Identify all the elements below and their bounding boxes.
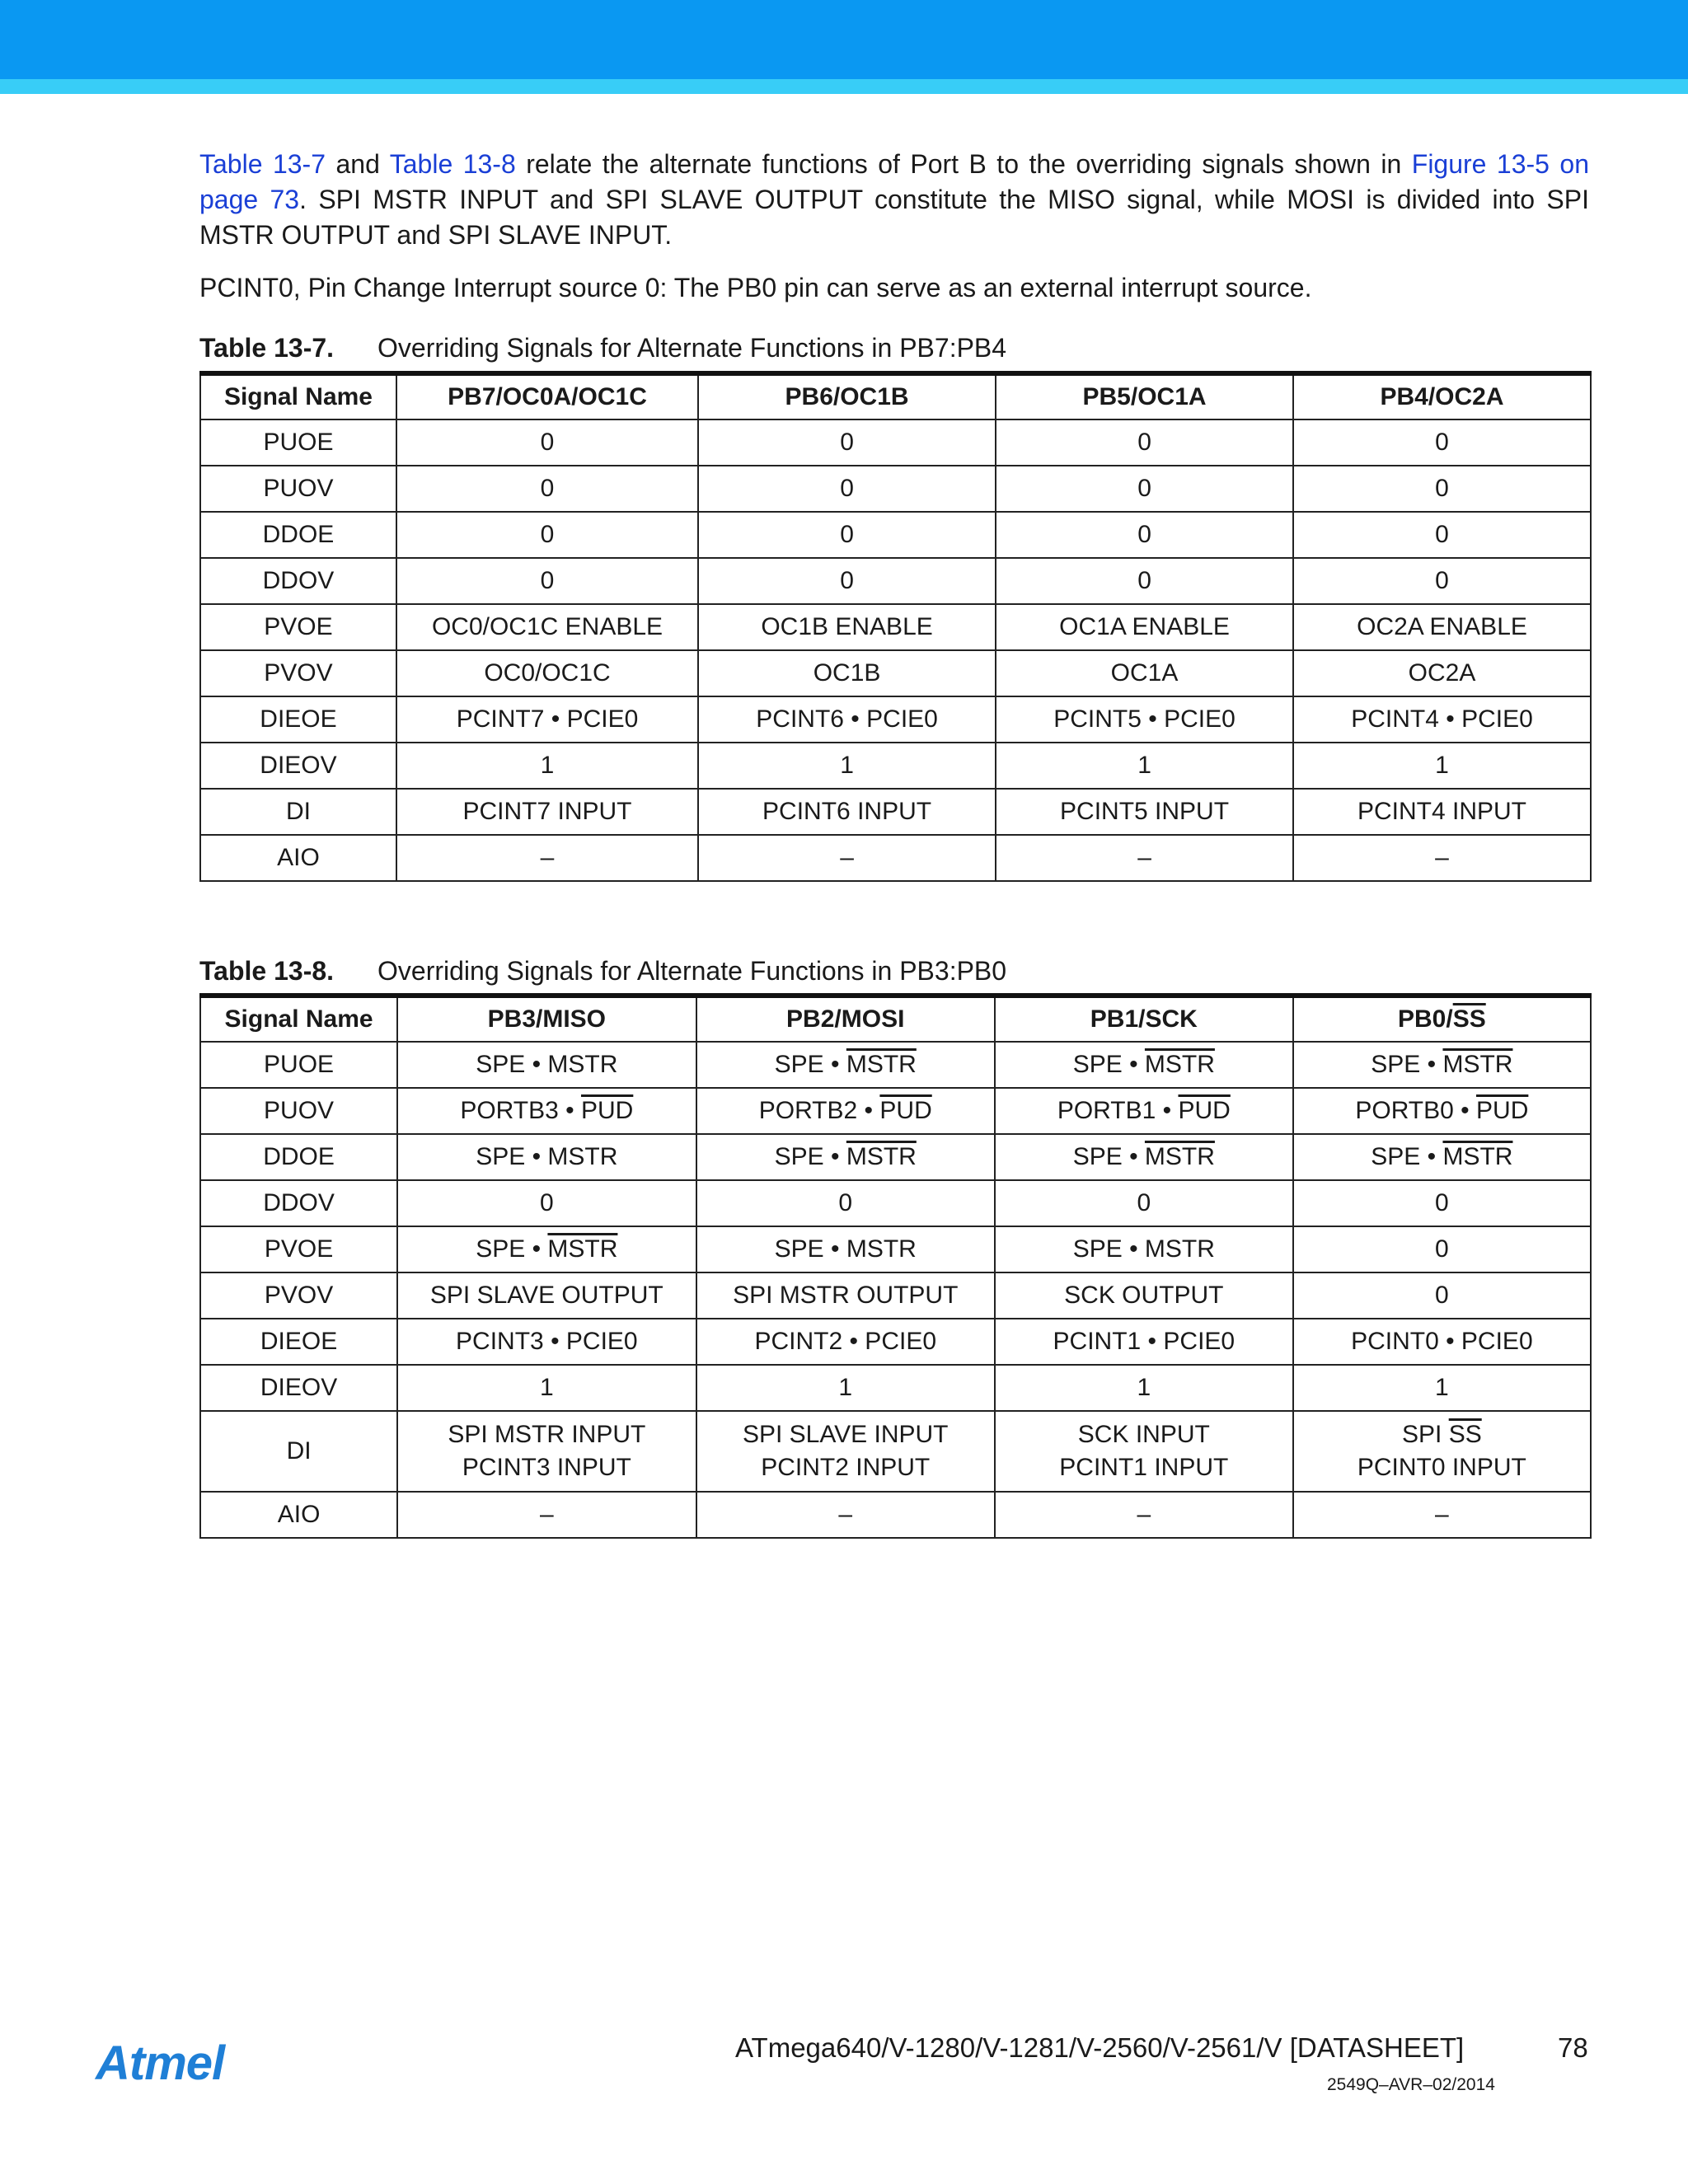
- table-cell: 1: [397, 1365, 696, 1411]
- table-cell: 1: [698, 743, 996, 789]
- page-number: 78: [1558, 2032, 1588, 2063]
- table-cell: PORTB1 • $\overline{PUD}$: [995, 1088, 1293, 1134]
- header-cell: PB3/MISO: [397, 996, 696, 1042]
- table-header-row: [200, 373, 1591, 419]
- table-cell: SPE • MSTR: [1293, 1042, 1591, 1088]
- table-row: [200, 466, 1591, 512]
- table-13-8-link[interactable]: Table 13-8: [389, 149, 516, 179]
- table-cell: –: [1293, 1492, 1591, 1538]
- table-row: [200, 1088, 1591, 1134]
- table-row: [200, 1042, 1591, 1088]
- table-13-7-link[interactable]: Table 13-7: [199, 149, 326, 179]
- table-row: [200, 512, 1591, 558]
- table-cell: OC2A: [1293, 650, 1591, 696]
- table-cell: SCK INPUT PCINT1 INPUT: [995, 1411, 1293, 1492]
- table-cell: PCINT4 INPUT: [1293, 789, 1591, 835]
- table-cell: PCINT4 • PCIE0: [1293, 696, 1591, 743]
- table-cell: 0: [698, 419, 996, 466]
- table-cell: 1: [1293, 1365, 1591, 1411]
- table-13-8-caption: Table 13-8. Overriding Signals for Alternate Functions in PB3:PB0: [199, 956, 1007, 986]
- table-cell: 0: [1293, 1180, 1591, 1226]
- table-cell: SPE • MSTR: [995, 1226, 1293, 1272]
- table-cell: OC1B ENABLE: [698, 604, 996, 650]
- table-row: [200, 696, 1591, 743]
- signal-name-cell: DI: [200, 1411, 397, 1492]
- table-cell: 0: [698, 558, 996, 604]
- header-cell: PB1/SCK: [995, 996, 1293, 1042]
- table-cell: 0: [996, 466, 1293, 512]
- table-cell: PCINT0 • PCIE0: [1293, 1319, 1591, 1365]
- signal-name-cell: PVOE: [200, 1226, 397, 1272]
- figure-13-5-link[interactable]: Figure 13-5 on page 73: [199, 149, 1590, 214]
- table-cell: 1: [996, 743, 1293, 789]
- header-cell: Signal Name: [200, 996, 397, 1042]
- table-cell: PCINT6 INPUT: [698, 789, 996, 835]
- signal-name-cell: DIEOE: [200, 696, 396, 743]
- table-header-row: [200, 996, 1591, 1042]
- signal-name-cell: PVOE: [200, 604, 396, 650]
- table-cell: SPE • MSTR: [397, 1042, 696, 1088]
- table-cell: PCINT7 INPUT: [396, 789, 698, 835]
- table-cell: –: [698, 835, 996, 881]
- table-cell: 0: [996, 512, 1293, 558]
- signal-name-cell: PVOV: [200, 650, 396, 696]
- table-row: [200, 604, 1591, 650]
- table-cell: 0: [696, 1180, 995, 1226]
- signal-name-cell: PUOV: [200, 1088, 397, 1134]
- table-cell: –: [696, 1492, 995, 1538]
- table-cell: 0: [996, 558, 1293, 604]
- signal-name-cell: DI: [200, 789, 396, 835]
- table-cell: SPI MSTR OUTPUT: [696, 1272, 995, 1319]
- table-cell: SPI MSTR INPUT PCINT3 INPUT: [397, 1411, 696, 1492]
- header-cell: PB2/MOSI: [696, 996, 995, 1042]
- table-row: [200, 1180, 1591, 1226]
- table-cell: SPE • MSTR: [995, 1042, 1293, 1088]
- table-row: [200, 1365, 1591, 1411]
- footer-title: ATmega640/V-1280/V-1281/V-2560/V-2561/V [DATASHEET]: [735, 2032, 1465, 2063]
- table-cell: OC1B: [698, 650, 996, 696]
- signal-name-cell: DDOV: [200, 558, 396, 604]
- table-cell: OC0/OC1C: [396, 650, 698, 696]
- table-cell: SPI $\overline{SS}$ PCINT0 INPUT: [1293, 1411, 1591, 1492]
- table-row: [200, 789, 1591, 835]
- table-13-8: [199, 993, 1592, 1539]
- table-cell: OC2A ENABLE: [1293, 604, 1591, 650]
- table-row: [200, 1226, 1591, 1272]
- table-cell: –: [995, 1492, 1293, 1538]
- table-cell: 0: [397, 1180, 696, 1226]
- table-cell: 0: [396, 466, 698, 512]
- table-cell: –: [397, 1492, 696, 1538]
- header-cell: Signal Name: [200, 373, 396, 419]
- table-row: [200, 835, 1591, 881]
- table-cell: SPI SLAVE INPUT PCINT2 INPUT: [696, 1411, 995, 1492]
- header-cell: $PB0/\overline{SS}$: [1293, 996, 1591, 1042]
- table-cell: SPE • MSTR: [397, 1226, 696, 1272]
- signal-name-cell: PUOE: [200, 419, 396, 466]
- table-cell: SPE • MSTR: [995, 1134, 1293, 1180]
- signal-name-cell: AIO: [200, 1492, 397, 1538]
- signal-name-cell: AIO: [200, 835, 396, 881]
- table-row: [200, 419, 1591, 466]
- table-cell: OC1A: [996, 650, 1293, 696]
- table-cell: OC0/OC1C ENABLE: [396, 604, 698, 650]
- table-cell: 0: [995, 1180, 1293, 1226]
- table-row: [200, 1272, 1591, 1319]
- table-row: [200, 743, 1591, 789]
- table-cell: 1: [396, 743, 698, 789]
- table-cell: 0: [1293, 1272, 1591, 1319]
- table-cell: SPI SLAVE OUTPUT: [397, 1272, 696, 1319]
- signal-name-cell: DIEOV: [200, 1365, 397, 1411]
- table-cell: –: [996, 835, 1293, 881]
- pcint-note: PCINT0, Pin Change Interrupt source 0: The PB0 pin can serve as an external interrupt source.: [199, 273, 1312, 302]
- signal-name-cell: PVOV: [200, 1272, 397, 1319]
- signal-name-cell: PUOE: [200, 1042, 397, 1088]
- atmel-logo: Atmel: [96, 2036, 225, 2090]
- table-cell: 0: [1293, 1226, 1591, 1272]
- table-cell: 1: [1293, 743, 1591, 789]
- table-cell: PCINT7 • PCIE0: [396, 696, 698, 743]
- table-cell: SPE • MSTR: [696, 1134, 995, 1180]
- signal-name-cell: DIEOV: [200, 743, 396, 789]
- table-cell: PCINT5 INPUT: [996, 789, 1293, 835]
- table-cell: 0: [996, 419, 1293, 466]
- table-13-7-caption: Table 13-7. Overriding Signals for Alternate Functions in PB7:PB4: [199, 333, 1007, 363]
- table-cell: 0: [396, 558, 698, 604]
- header-band: [0, 0, 1688, 79]
- table-cell: SPE • MSTR: [696, 1226, 995, 1272]
- table-row: [200, 558, 1591, 604]
- table-cell: 0: [1293, 466, 1591, 512]
- header-cell: PB7/OC0A/OC1C: [396, 373, 698, 419]
- table-cell: PCINT3 • PCIE0: [397, 1319, 696, 1365]
- table-cell: PCINT1 • PCIE0: [995, 1319, 1293, 1365]
- table-row: [200, 1319, 1591, 1365]
- table-cell: –: [1293, 835, 1591, 881]
- table-row: [200, 1134, 1591, 1180]
- table-cell: SPE • MSTR: [1293, 1134, 1591, 1180]
- table-cell: 0: [1293, 558, 1591, 604]
- table-row: [200, 1492, 1591, 1538]
- table-cell: SPE • MSTR: [696, 1042, 995, 1088]
- signal-name-cell: DDOV: [200, 1180, 397, 1226]
- table-row: [200, 1411, 1591, 1492]
- table-cell: –: [396, 835, 698, 881]
- table-cell: PCINT2 • PCIE0: [696, 1319, 995, 1365]
- table-13-7: [199, 371, 1592, 882]
- table-cell: 0: [396, 419, 698, 466]
- header-cell: PB6/OC1B: [698, 373, 996, 419]
- table-cell: SPE • MSTR: [397, 1134, 696, 1180]
- table-cell: 0: [396, 512, 698, 558]
- table-row: [200, 650, 1591, 696]
- table-cell: 0: [1293, 419, 1591, 466]
- header-stripe: [0, 79, 1688, 94]
- table-cell: OC1A ENABLE: [996, 604, 1293, 650]
- table-cell: 0: [1293, 512, 1591, 558]
- table-cell: 0: [698, 512, 996, 558]
- signal-name-cell: DDOE: [200, 512, 396, 558]
- table-cell: 0: [698, 466, 996, 512]
- signal-name-cell: DIEOE: [200, 1319, 397, 1365]
- table-cell: PCINT5 • PCIE0: [996, 696, 1293, 743]
- intro-paragraph: Table 13-7 and Table 13-8 relate the alternate functions of Port B to the overriding signals shown in Figure 13-5 on page 73. SPI MSTR INPUT and SPI SLAVE OUTPUT constitute the MISO signal, while MOSI is divided into SPI MSTR OUTPUT and SPI SLAVE INPUT.: [199, 149, 1590, 250]
- table-cell: 1: [995, 1365, 1293, 1411]
- header-cell: PB4/OC2A: [1293, 373, 1591, 419]
- header-cell: PB5/OC1A: [996, 373, 1293, 419]
- signal-name-cell: PUOV: [200, 466, 396, 512]
- table-cell: PORTB3 • $\overline{PUD}$: [397, 1088, 696, 1134]
- signal-name-cell: DDOE: [200, 1134, 397, 1180]
- table-cell: PORTB2 • $\overline{PUD}$: [696, 1088, 995, 1134]
- table-cell: PCINT6 • PCIE0: [698, 696, 996, 743]
- table-cell: PORTB0 • $\overline{PUD}$: [1293, 1088, 1591, 1134]
- document-id: 2549Q–AVR–02/2014: [1327, 2075, 1495, 2094]
- table-cell: 1: [696, 1365, 995, 1411]
- table-cell: SCK OUTPUT: [995, 1272, 1293, 1319]
